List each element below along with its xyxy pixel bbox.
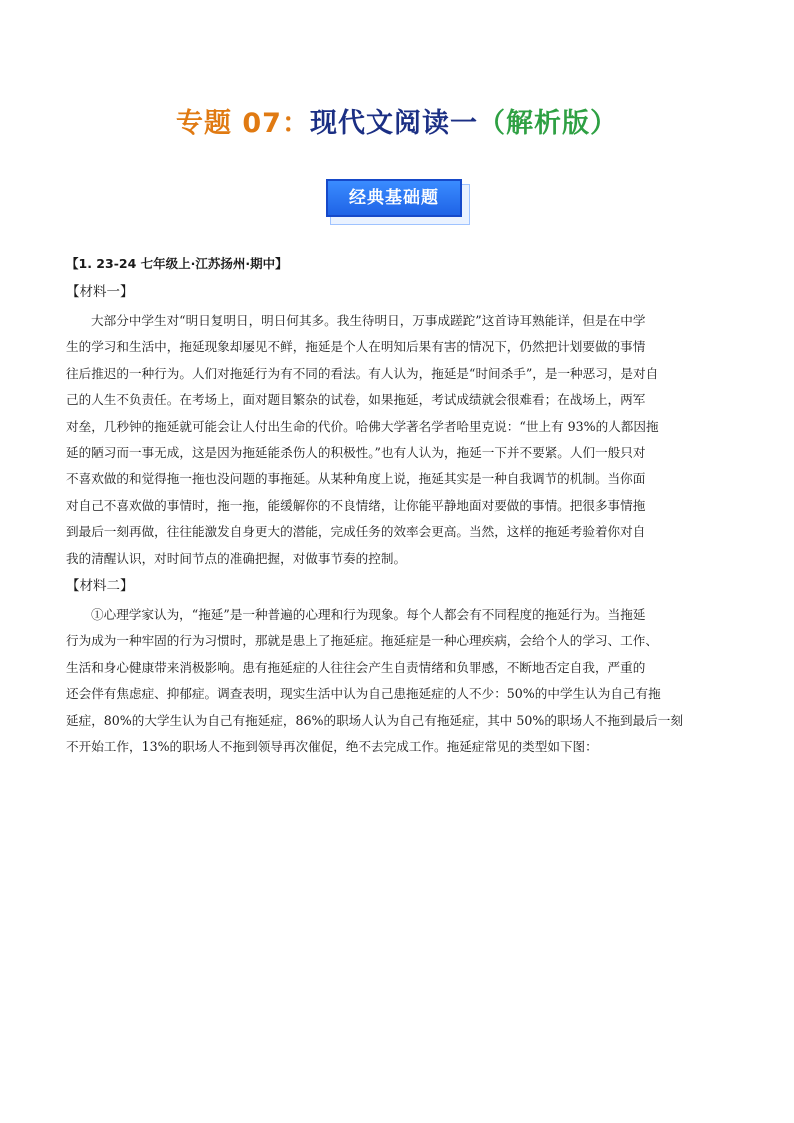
text-line: ①心理学家认为，“拖延”是一种普遍的心理和行为现象。每个人都会有不同程度的拖延行为。当拖延 (91, 607, 646, 623)
text-line: 己的人生不负责任。在考场上，面对题目繁杂的试卷，如果拖延，考试成绩就会很难看；在战场上，两军 (66, 392, 646, 408)
text-line: 到最后一刻再做，往往能激发自身更大的潜能，完成任务的效率会更高。当然，这样的拖延考验着你对自 (66, 524, 646, 540)
title-version: （解析版） (477, 108, 618, 139)
text-line: 对垒，几秒钟的拖延就可能会让人付出生命的代价。哈佛大学著名学者哈里克说：“世上有 93%的人都因拖 (66, 418, 659, 434)
text-line: 对自己不喜欢做的事情时，拖一拖，能缓解你的不良情绪，让你能平静地面对要做的事情。把很多事情拖 (66, 497, 646, 513)
text-line: 不喜欢做的和觉得拖一拖也没问题的事拖延。从某种角度上说，拖延其实是一种自我调节的机制。当你面 (66, 471, 646, 487)
document-body (66, 254, 732, 761)
title-topic-number: 专题 07： (176, 108, 310, 139)
text-line: 生的学习和生活中，拖延现象却屡见不鲜，拖延是个人在明知后果有害的情况下，仍然把计划要做的事情 (66, 339, 646, 355)
text-line: 延症，80%的大学生认为自己有拖延症，86%的职场人认为自己有拖延症，其中 50%的职场人不拖到最后一刻 (66, 712, 683, 728)
question-source: 【1. 23-24 七年级上·江苏扬州·期中】 (66, 256, 288, 271)
text-line: 大部分中学生对“明日复明日，明日何其多。我生待明日，万事成蹉跎”这首诗耳熟能详，但是在中学 (91, 313, 646, 328)
text-line: 往后推迟的一种行为。人们对拖延行为有不同的看法。有人认为，拖延是“时间杀手”，是一种恶习，是对自 (66, 365, 659, 381)
material-1-paragraph (66, 308, 732, 572)
badge-label: 经典基础题 (326, 179, 462, 217)
page-title (0, 104, 794, 144)
text-line: 还会伴有焦虑症、抑郁症。调查表明，现实生活中认为自己患拖延症的人不少：50%的中学生认为自己有拖 (66, 686, 661, 702)
text-line: 不开始工作，13%的职场人不拖到领导再次催促，绝不去完成工作。拖延症常见的类型如下图： (66, 739, 598, 755)
text-line: 行为成为一种牢固的行为习惯时，那就是患上了拖延症。拖延症是一种心理疾病，会给个人的学习、工作、 (66, 633, 658, 649)
material-2-paragraph (66, 602, 732, 760)
material-2-heading: 【材料二】 (66, 578, 134, 595)
text-line: 我的清醒认识，对时间节点的准确把握，对做事节奏的控制。 (66, 550, 407, 566)
section-badge (326, 179, 468, 223)
material-1-heading: 【材料一】 (66, 284, 134, 300)
text-line: 生活和身心健康带来消极影响。患有拖延症的人往往会产生自责情绪和负罪感，不断地否定自我，严重的 (66, 659, 646, 675)
title-subject: 现代文阅读一 (309, 108, 478, 139)
text-line: 延的陋习而一事无成，这是因为拖延能杀伤人的积极性。”也有人认为，拖延一下并不要紧。人们一般只对 (66, 445, 646, 461)
